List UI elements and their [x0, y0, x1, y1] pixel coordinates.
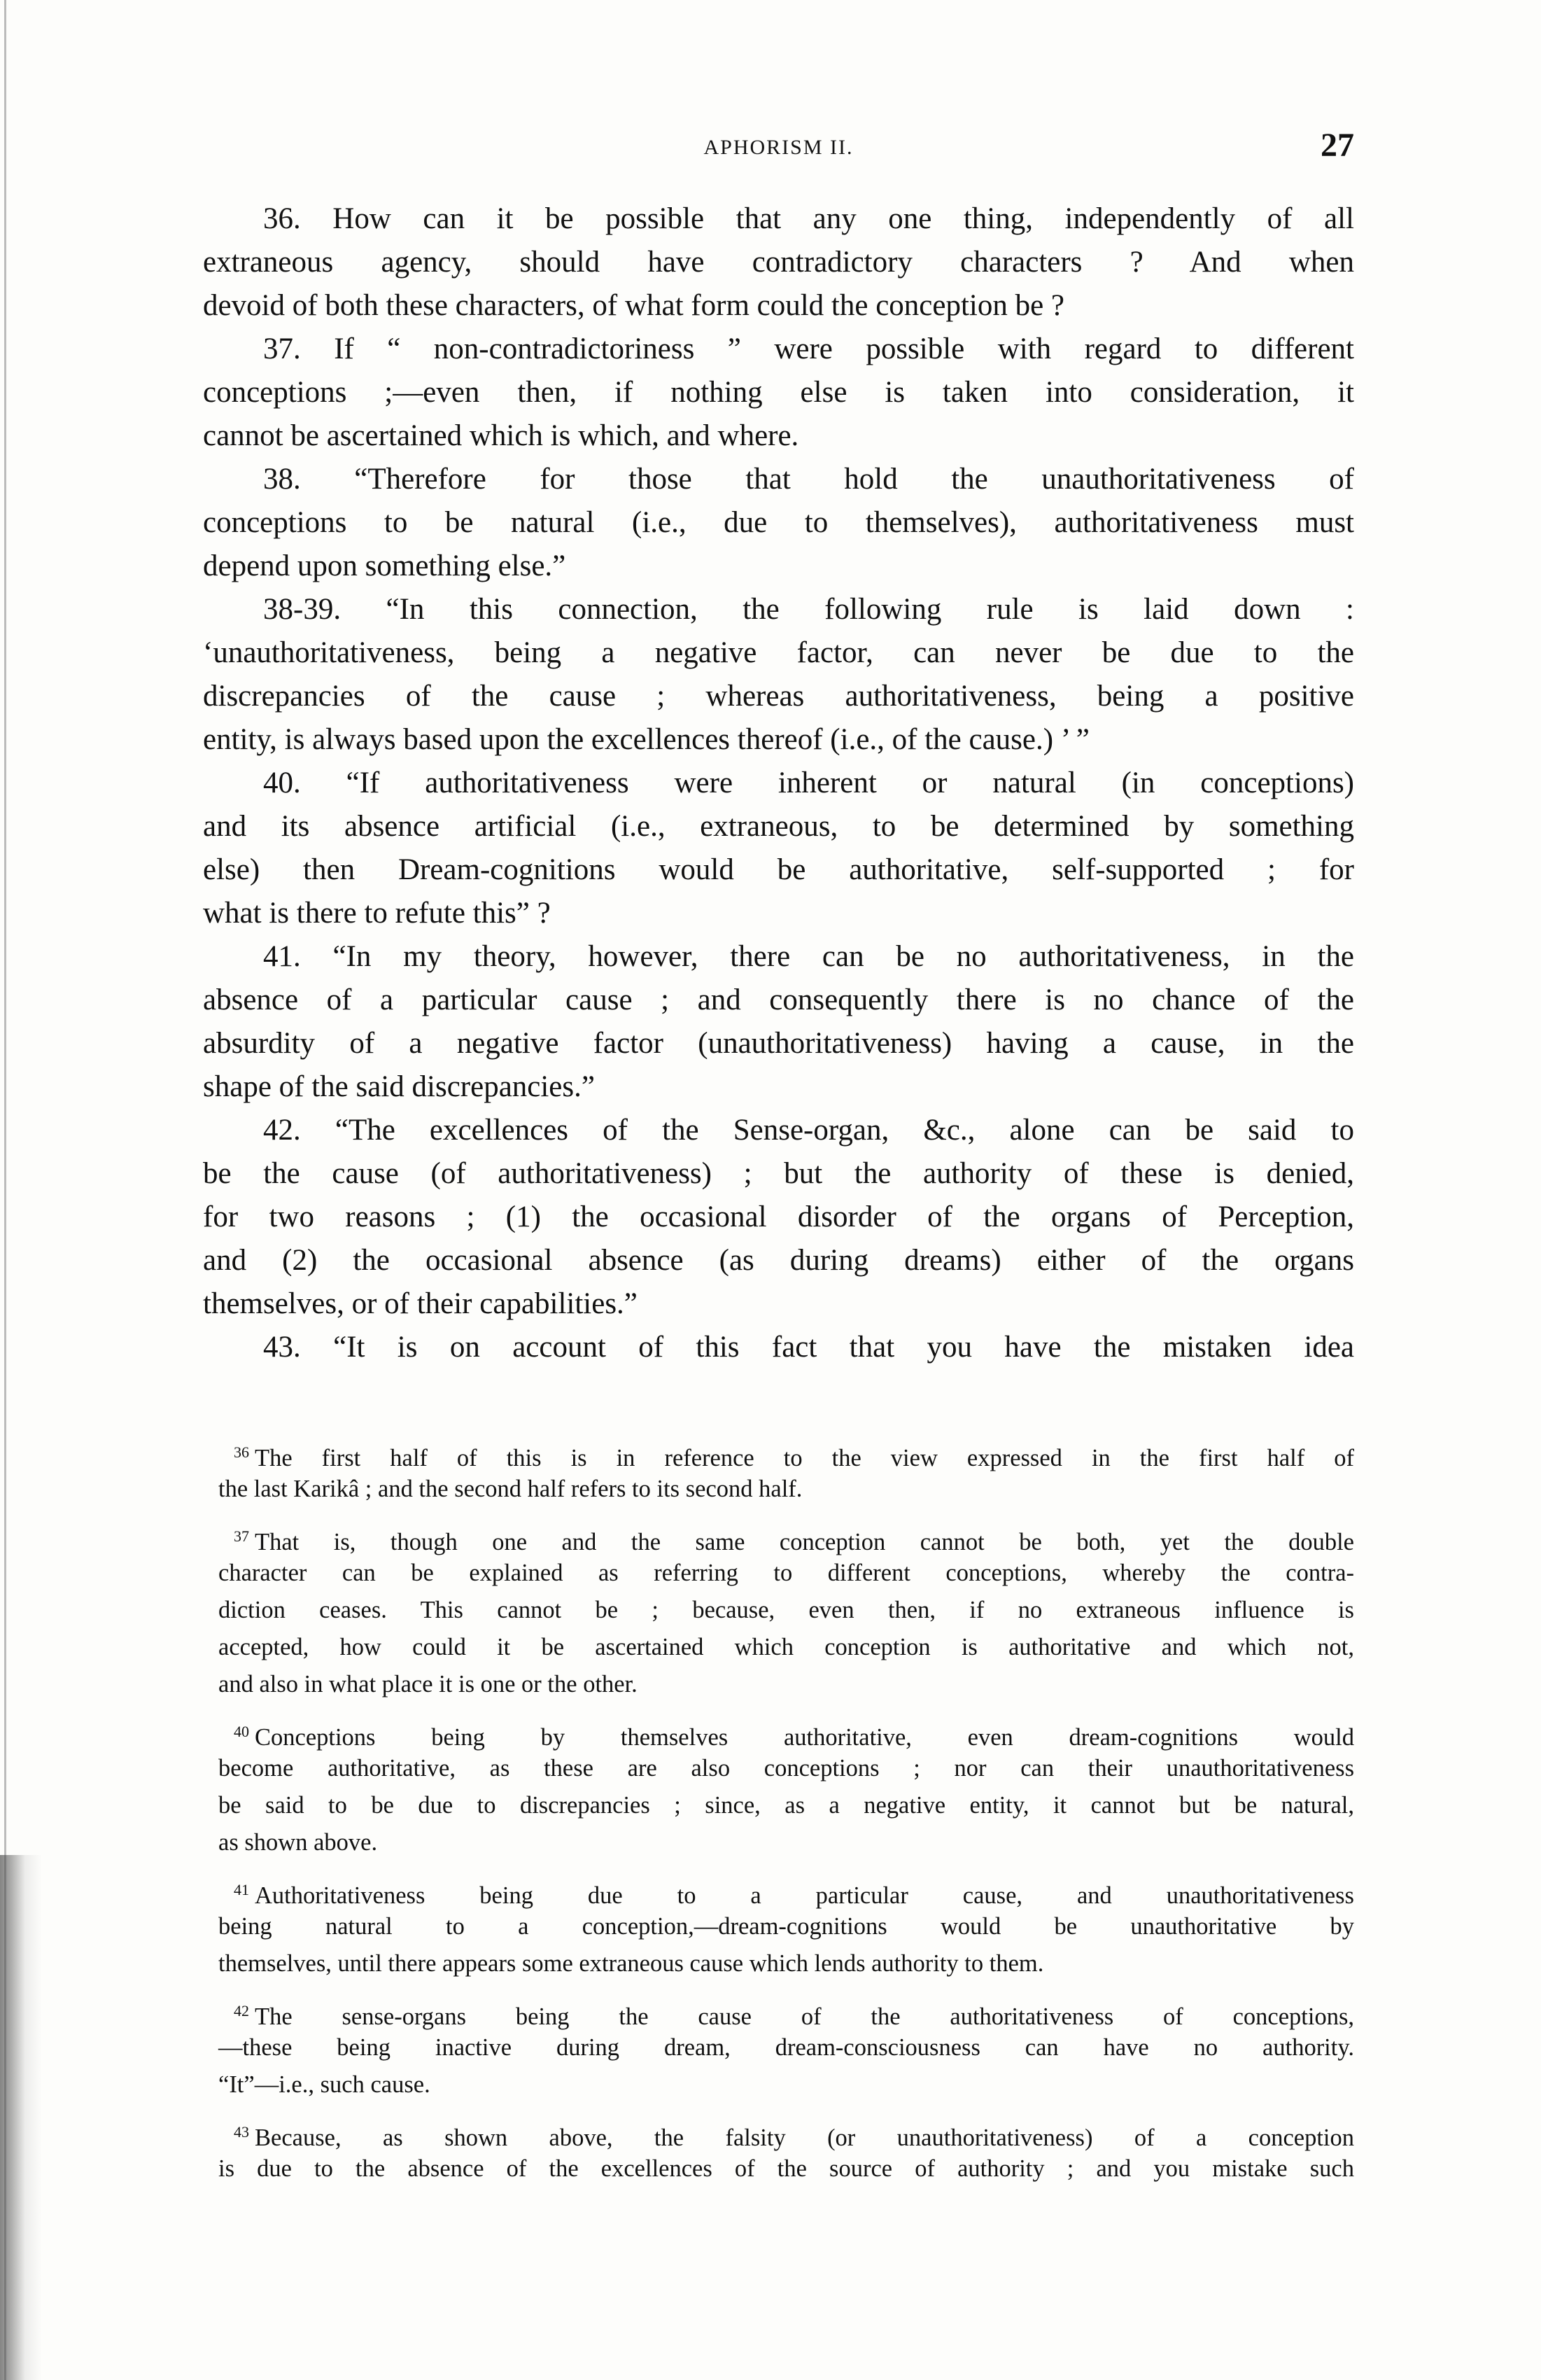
- text-line: shape of the said discrepancies.”: [203, 1070, 595, 1103]
- footnote-text: Because, as shown above, the falsity (or unauthoritativeness) of a conception: [255, 2124, 1354, 2151]
- text-line: and (2) the occasional absence (as during dreams) either of the organs: [203, 1244, 1354, 1277]
- text-line: conceptions to be natural (i.e., due to themselves), authoritativeness must: [203, 506, 1354, 539]
- footnote-number: 40: [234, 1723, 249, 1740]
- footnote: [218, 1992, 1354, 2104]
- text-line: 43. “It is on account of this fact that you have the mistaken idea: [263, 1331, 1354, 1364]
- text-line: entity, is always based upon the excellences thereof (i.e., of the cause.) ’ ”: [203, 723, 1090, 756]
- paragraph: [203, 588, 1354, 762]
- footnote-text: Authoritativeness being due to a particular cause, and unauthoritativeness: [255, 1882, 1354, 1909]
- footnote: [218, 1434, 1354, 1508]
- text-line: 38-39. “In this connection, the following rule is laid down :: [263, 593, 1354, 626]
- footnote-line: [218, 2113, 1354, 2150]
- footnote-number: 42: [234, 2002, 249, 2019]
- footnote-line: [218, 1992, 1354, 2029]
- footnote-line: themselves, until there appears some extraneous cause which lends authority to them.: [218, 1950, 1044, 1977]
- footnote: [218, 1518, 1354, 1703]
- text-line: for two reasons ; (1) the occasional disorder of the organs of Perception,: [203, 1200, 1354, 1233]
- footnote: [218, 2113, 1354, 2188]
- footnote-line: “It”—i.e., such cause.: [218, 2071, 430, 2098]
- footnote-line: as shown above.: [218, 1829, 378, 1856]
- footnote-text: Conceptions being by themselves authoritative, even dream-cognitions would: [255, 1724, 1354, 1751]
- text-line: themselves, or of their capabilities.”: [203, 1287, 638, 1320]
- text-line: be the cause (of authoritativeness) ; but the authority of these is denied,: [203, 1157, 1354, 1190]
- text-line: what is there to refute this” ?: [203, 897, 551, 930]
- main-text: [203, 197, 1354, 1369]
- footnote-line: [218, 1434, 1354, 1471]
- footnote-line: diction ceases. This cannot be ; because, even then, if no extraneous influence is: [218, 1597, 1354, 1623]
- text-line: cannot be ascertained which is which, and where.: [203, 419, 799, 452]
- footnote-text: The first half of this is in reference to the view expressed in the first half of: [255, 1445, 1354, 1471]
- footnote-line: [218, 1713, 1354, 1750]
- page-header: [203, 126, 1354, 168]
- footnote-line: become authoritative, as these are also conceptions ; nor can their unauthoritativeness: [218, 1755, 1354, 1782]
- text-line: conceptions ;—even then, if nothing else is taken into consideration, it: [203, 376, 1354, 409]
- footnote-number: 43: [234, 2123, 249, 2141]
- footnote-text: The sense-organs being the cause of the authoritativeness of conceptions,: [255, 2003, 1354, 2030]
- footnote-line: character can be explained as referring to different conceptions, whereby the contra-: [218, 1560, 1354, 1586]
- footnote-number: 37: [234, 1527, 249, 1545]
- text-line: 38. “Therefore for those that hold the unauthoritativeness of: [263, 463, 1354, 496]
- page-number: 27: [1321, 127, 1354, 164]
- text-line: extraneous agency, should have contradictory characters ? And when: [203, 246, 1354, 279]
- footnote-line: accepted, how could it be ascertained which conception is authoritative and which not,: [218, 1634, 1354, 1660]
- paragraph: [203, 1109, 1354, 1326]
- text-line: discrepancies of the cause ; whereas authoritativeness, being a positive: [203, 680, 1354, 713]
- paragraph: [203, 1326, 1354, 1369]
- footnote: [218, 1871, 1354, 1982]
- paragraph: [203, 328, 1354, 458]
- text-line: else) then Dream-cognitions would be authoritative, self-supported ; for: [203, 853, 1354, 886]
- footnote-line: and also in what place it is one or the other.: [218, 1671, 638, 1698]
- footnote-line: [218, 1518, 1354, 1555]
- paragraph: [203, 197, 1354, 328]
- paragraph: [203, 458, 1354, 588]
- footnote-number: 36: [234, 1443, 249, 1461]
- footnote-number: 41: [234, 1881, 249, 1898]
- footnote-line: —these being inactive during dream, dream-consciousness can have no authority.: [218, 2034, 1354, 2061]
- footnote-line: is due to the absence of the excellences of the source of authority ; and you mistake such: [218, 2155, 1354, 2182]
- text-line: and its absence artificial (i.e., extraneous, to be determined by something: [203, 810, 1354, 843]
- text-line: absence of a particular cause ; and consequently there is no chance of the: [203, 983, 1354, 1016]
- text-line: ‘unauthoritativeness, being a negative factor, can never be due to the: [203, 636, 1354, 669]
- paragraph: [203, 935, 1354, 1109]
- footnote: [218, 1713, 1354, 1861]
- scan-binding-shadow: [0, 1855, 42, 2380]
- text-line: 40. “If authoritativeness were inherent or natural (in conceptions): [263, 766, 1354, 799]
- text-line: 36. How can it be possible that any one thing, independently of all: [263, 202, 1354, 235]
- text-line: depend upon something else.”: [203, 550, 566, 582]
- paragraph: [203, 762, 1354, 935]
- footnote-line: being natural to a conception,—dream-cognitions would be unauthoritative by: [218, 1913, 1354, 1940]
- text-line: devoid of both these characters, of what form could the conception be ?: [203, 289, 1065, 322]
- text-line: 37. If “ non-contradictoriness ” were possible with regard to different: [263, 332, 1354, 365]
- running-title: APHORISM II.: [703, 136, 854, 159]
- footnote-line: the last Karikâ ; and the second half refers to its second half.: [218, 1476, 803, 1502]
- text-line: 41. “In my theory, however, there can be no authoritativeness, in the: [263, 940, 1354, 973]
- footnote-text: That is, though one and the same conception cannot be both, yet the double: [255, 1529, 1354, 1555]
- text-line: 42. “The excellences of the Sense-organ, &c., alone can be said to: [263, 1114, 1354, 1147]
- text-line: absurdity of a negative factor (unauthoritativeness) having a cause, in the: [203, 1027, 1354, 1060]
- footnote-line: be said to be due to discrepancies ; since, as a negative entity, it cannot but be natural,: [218, 1792, 1354, 1819]
- footnote-line: [218, 1871, 1354, 1908]
- footnotes: [218, 1434, 1354, 2197]
